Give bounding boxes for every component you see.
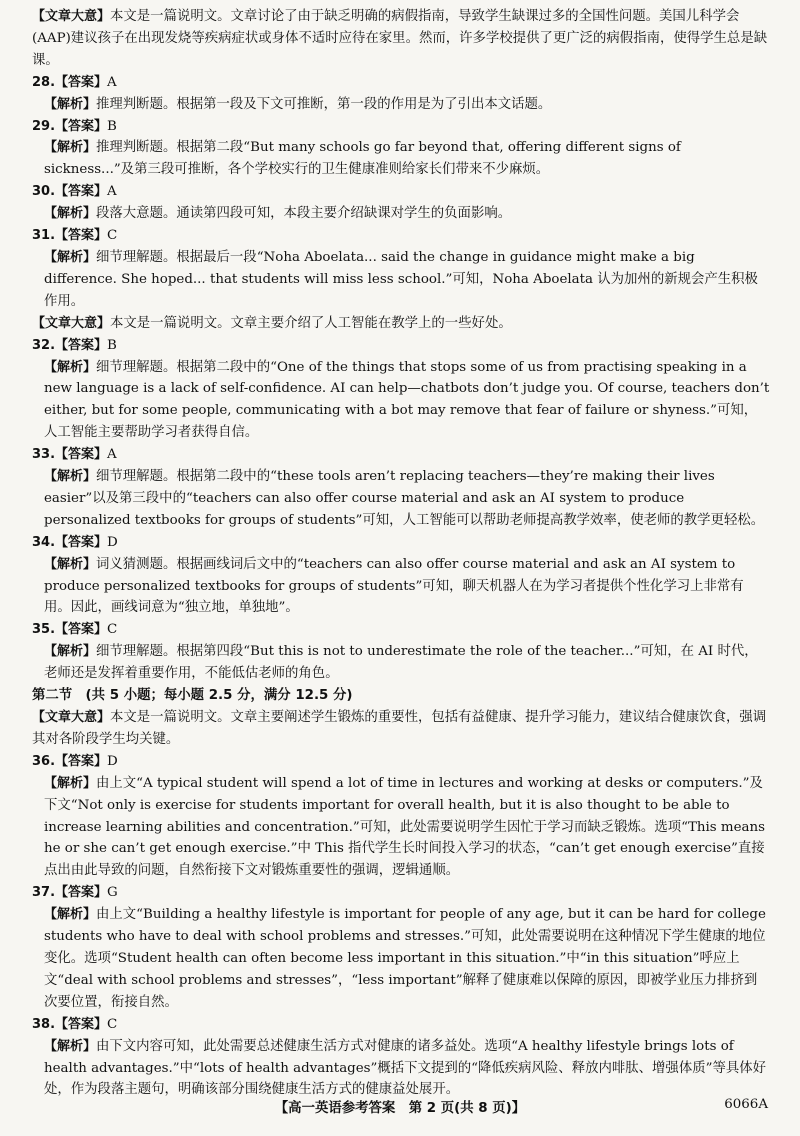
item-text: G: [107, 885, 118, 901]
footer-paper-code: 6066A: [724, 1097, 768, 1112]
section-heading: 第二节 (共 5 小题；每小题 2.5 分，满分 12.5 分): [32, 688, 353, 704]
item-text: D: [107, 534, 118, 550]
item-tag: 28.【答案】: [32, 74, 108, 90]
summary-paragraph: [32, 6, 770, 72]
answer-content: [32, 6, 770, 1101]
answer-line: [32, 882, 770, 904]
item-text: D: [107, 753, 118, 769]
item-tag: 37.【答案】: [32, 885, 108, 901]
explanation-paragraph: [32, 357, 770, 445]
item-text: 细节理解题。根据第二段中的“these tools aren’t replacing teachers—they’re making their lives easier”以及第三段中的“teachers can also offer course material and ask an AI system to produce personalized textbooks for groups of students”可知，人工智能可以帮助老师提高教学效率，使老师的教学更轻松。: [44, 469, 765, 528]
item-text: 段落大意题。通读第四段可知，本段主要介绍缺课对学生的负面影响。: [96, 206, 512, 222]
item-text: 推理判断题。根据第二段“But many schools go far beyond that, offering different signs of sickness...”及第三段可推断，各个学校实行的卫生健康准则给家长们带来不少麻烦。: [44, 140, 681, 178]
item-tag: 【文章大意】: [32, 710, 111, 725]
item-text: B: [107, 337, 117, 353]
item-tag: 【解析】: [44, 140, 97, 156]
footer-page-info: 【高一英语参考答案 第 2 页(共 8 页)】: [274, 1101, 526, 1116]
answer-line: [32, 532, 770, 554]
answer-line: [32, 751, 770, 773]
item-tag: 【解析】: [44, 359, 97, 375]
item-tag: 【解析】: [44, 644, 97, 660]
answer-line: [32, 619, 770, 641]
item-tag: 【解析】: [44, 249, 97, 265]
answer-line: [32, 335, 770, 357]
page-footer: [0, 1097, 800, 1119]
item-tag: 【文章大意】: [32, 9, 111, 24]
explanation-paragraph: [32, 554, 770, 620]
item-tag: 【解析】: [44, 469, 97, 485]
item-tag: 31.【答案】: [32, 228, 108, 244]
item-text: C: [107, 228, 118, 244]
item-text: C: [107, 1016, 118, 1032]
item-tag: 【解析】: [44, 1038, 97, 1054]
item-text: 词义猜测题。根据画线词后文中的“teachers can also offer course material and ask an AI system to produce personalized textbooks for groups of students”可知，聊天机器人在为学习者提供个性化学习上非常有用。因此，画线词意为“独立地，单独地”。: [44, 556, 744, 616]
explanation-paragraph: [32, 137, 770, 181]
item-tag: 【文章大意】: [32, 315, 111, 331]
answer-line: [32, 181, 770, 203]
item-tag: 30.【答案】: [32, 184, 108, 200]
item-text: 本文是一篇说明文。文章主要介绍了人工智能在教学上的一些好处。: [110, 315, 512, 331]
item-text: A: [107, 74, 117, 90]
explanation-paragraph: [32, 94, 770, 116]
item-tag: 29.【答案】: [32, 118, 108, 134]
item-text: 由上文“A typical student will spend a lot of time in lectures and working at desks or computers.”及下文“Not only is exercise for students important for overall health, but it is also thought to be able to increase learning abilities and concentration.”可知，此处需要说明学生因忙于学习而缺乏锻炼。选项“This means he or she can’t get enough exercise.”中 This 指代学生长时间投入学习的状态，“can’t get enough exercise”直接点出由此导致的问题，自然衔接下文对锻炼重要性的强调，逻辑通顺。: [44, 775, 766, 879]
answer-line: [32, 444, 770, 466]
item-text: 由上文“Building a healthy lifestyle is important for people of any age, but it can be hard for college students who have to deal with school problems and stresses.”可知，此处需要说明在这种情况下学生健康的地位变化。选项“Student health can often become less important in this situation.”中“in this situation”呼应上文“deal with school problems and stresses”，“less important”解释了健康难以保障的原因，即被学业压力排挤到次要位置，衔接自然。: [44, 907, 766, 1010]
answer-line: [32, 225, 770, 247]
item-text: C: [107, 622, 118, 638]
explanation-paragraph: [32, 641, 770, 685]
item-text: A: [107, 447, 117, 463]
item-tag: 35.【答案】: [32, 622, 108, 638]
item-text: 推理判断题。根据第一段及下文可推断，第一段的作用是为了引出本文话题。: [96, 96, 552, 112]
explanation-paragraph: [32, 773, 770, 883]
item-text: 本文是一篇说明文。文章主要阐述学生锻炼的重要性，包括有益健康、提升学习能力，建议结合健康饮食，强调其对各阶段学生均关键。: [32, 710, 767, 747]
answer-line: [32, 72, 770, 94]
answer-line: [32, 116, 770, 138]
item-text: 细节理解题。根据最后一段“Noha Aboelata... said the change in guidance might make a big difference. She hoped... that students will miss less school.”可知，Noha Aboelata 认为加州的新规会产生积极作用。: [44, 249, 758, 309]
item-tag: 33.【答案】: [32, 447, 108, 463]
item-text: 本文是一篇说明文。文章讨论了由于缺乏明确的病假指南，导致学生缺课过多的全国性问题。美国儿科学会(AAP)建议孩子在出现发烧等疾病症状或身体不适时应待在家里。然而，许多学校提供了更广泛的病假指南，使得学生总是缺课。: [32, 9, 768, 68]
item-text: B: [107, 118, 117, 134]
explanation-paragraph: [32, 247, 770, 313]
item-tag: 36.【答案】: [32, 753, 108, 769]
explanation-paragraph: [32, 466, 770, 532]
item-tag: 34.【答案】: [32, 534, 108, 550]
summary-paragraph: [32, 707, 770, 751]
answer-line: [32, 1014, 770, 1036]
item-tag: 【解析】: [44, 206, 97, 222]
explanation-paragraph: [32, 904, 770, 1014]
item-text: 细节理解题。根据第二段中的“One of the things that stops some of us from practising speaking in a new language is a lack of self-confidence. AI can help—chatbots don’t judge you. Of course, teachers don’t either, but for some people, communicating with a bot may remove that fear of failure or shyness.”可知，人工智能主要帮助学习者获得自信。: [44, 359, 770, 441]
explanation-paragraph: [32, 203, 770, 225]
item-text: 由下文内容可知，此处需要总述健康生活方式对健康的诸多益处。选项“A healthy lifestyle brings lots of health advantages.”中“lots of health advantages”概括下文提到的“降低疾病风险、释放内啡肽、增强体质”等具体好处，作为段落主题句，明确该部分围绕健康生活方式的健康益处展开。: [44, 1038, 767, 1098]
explanation-paragraph: [32, 1036, 770, 1102]
item-tag: 【解析】: [44, 907, 97, 923]
item-text: 细节理解题。根据第四段“But this is not to underestimate the role of the teacher...”可知，在 AI 时代，老师还是发挥着重要作用，不能低估老师的角色。: [44, 644, 758, 682]
item-tag: 38.【答案】: [32, 1016, 108, 1032]
item-tag: 【解析】: [44, 96, 97, 112]
summary-paragraph: [32, 313, 770, 335]
item-tag: 32.【答案】: [32, 337, 108, 353]
item-text: A: [107, 184, 117, 200]
item-tag: 【解析】: [44, 556, 97, 572]
item-tag: 【解析】: [44, 775, 97, 791]
